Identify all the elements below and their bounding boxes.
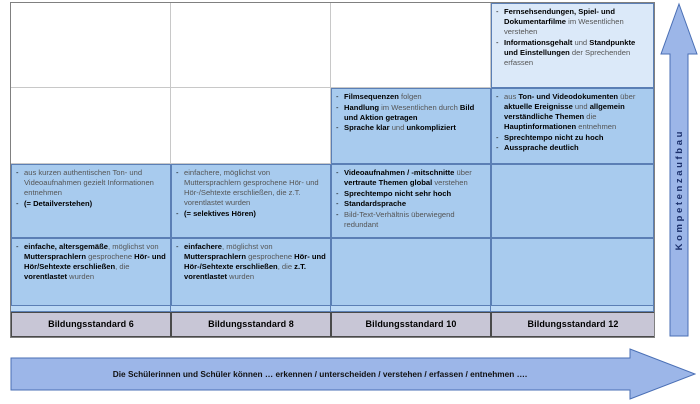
bullet-item: - Bild-Text-Verhältnis überwiegend redundant xyxy=(336,210,486,230)
matrix-cell-r2c3 xyxy=(331,88,491,164)
bullet-list xyxy=(496,7,649,68)
competence-matrix xyxy=(10,2,655,338)
bullet-list xyxy=(176,242,326,282)
standard-label-text: Bildungsstandard 12 xyxy=(527,319,619,330)
bullet-list xyxy=(336,168,486,230)
progression-arrow-label: Die Schülerinnen und Schüler können … erkennen / unterscheiden / verstehen / erfassen / entnehmen …. xyxy=(112,369,528,379)
matrix-cell-r3c4 xyxy=(491,164,654,238)
matrix-cell-r2c1 xyxy=(11,88,171,164)
bullet-item: - aus Ton- und Videodokumenten über aktuelle Ereignisse und allgemein verständliche Themen die Hauptinformationen entnehmen xyxy=(496,92,649,132)
bullet-list xyxy=(16,242,166,282)
bullet-item: - einfachere, möglichst von Muttersprachlern gesprochene Hör- und Hör-/Sehtexte erschließen, die z.T. vorentlastet wurden xyxy=(176,242,326,282)
kompetenzaufbau-arrow-label: Kompetenzaufbau xyxy=(673,129,685,251)
bullet-item: - (= selektives Hören) xyxy=(176,209,326,219)
bullet-item: - Fernsehsendungen, Spiel- und Dokumentarfilme im Wesentlichen verstehen xyxy=(496,7,649,37)
matrix-cell-r1c4 xyxy=(491,3,654,88)
matrix-cell-r1c2 xyxy=(171,3,331,88)
bullet-item: - Standardsprache xyxy=(336,199,486,209)
bullet-item: - (= Detailverstehen) xyxy=(16,199,166,209)
matrix-cell-r4c2 xyxy=(171,238,331,306)
matrix-cell-r4c4 xyxy=(491,238,654,306)
matrix-cell-r1c3 xyxy=(331,3,491,88)
matrix-grid xyxy=(11,3,654,337)
bullet-list xyxy=(176,168,326,219)
standard-label-text: Bildungsstandard 8 xyxy=(208,319,294,330)
standard-label-8 xyxy=(171,312,331,337)
progression-arrow xyxy=(10,348,696,400)
matrix-cell-r2c2 xyxy=(171,88,331,164)
bullet-item: - Videoaufnahmen / -mitschnitte über vertraute Themen global verstehen xyxy=(336,168,486,188)
bullet-item: - einfache, altersgemäße, möglichst von Muttersprachlern gesprochene Hör- und Hör/Sehtexte erschließen, die vorentlastet wurden xyxy=(16,242,166,282)
matrix-cell-r1c1 xyxy=(11,3,171,88)
bullet-item: - Sprechtempo nicht sehr hoch xyxy=(336,189,486,199)
matrix-cell-r3c2 xyxy=(171,164,331,238)
matrix-cell-r3c1 xyxy=(11,164,171,238)
bullet-item: - Sprache klar und unkompliziert xyxy=(336,123,486,133)
bullet-item: - Handlung im Wesentlichen durch Bild und Aktion getragen xyxy=(336,103,486,123)
matrix-cell-r2c4 xyxy=(491,88,654,164)
bullet-item: - Sprechtempo nicht zu hoch xyxy=(496,133,649,143)
standard-label-12 xyxy=(491,312,654,337)
bullet-list xyxy=(16,168,166,209)
standard-label-6 xyxy=(11,312,171,337)
matrix-cell-r3c3 xyxy=(331,164,491,238)
matrix-cell-r4c3 xyxy=(331,238,491,306)
standard-label-text: Bildungsstandard 10 xyxy=(365,319,457,330)
kompetenzaufbau-arrow xyxy=(660,2,698,338)
bullet-item: - Aussprache deutlich xyxy=(496,143,649,153)
bullet-list xyxy=(496,92,649,153)
standard-label-10 xyxy=(331,312,491,337)
bullet-item: - aus kurzen authentischen Ton- und Videoaufnahmen gezielt Informationen entnehmen xyxy=(16,168,166,198)
bullet-item: - einfachere, möglichst von Muttersprachlern gesprochene Hör- und Hör-/Sehtexte erschließen, die z.T. vorentlastet wurden xyxy=(176,168,326,208)
bullet-list xyxy=(336,92,486,133)
standard-label-text: Bildungsstandard 6 xyxy=(48,319,134,330)
bullet-item: - Informationsgehalt und Standpunkte und Einstellungen der Sprechenden erfassen xyxy=(496,38,649,68)
bullet-item: - Filmsequenzen folgen xyxy=(336,92,486,102)
matrix-cell-r4c1 xyxy=(11,238,171,306)
